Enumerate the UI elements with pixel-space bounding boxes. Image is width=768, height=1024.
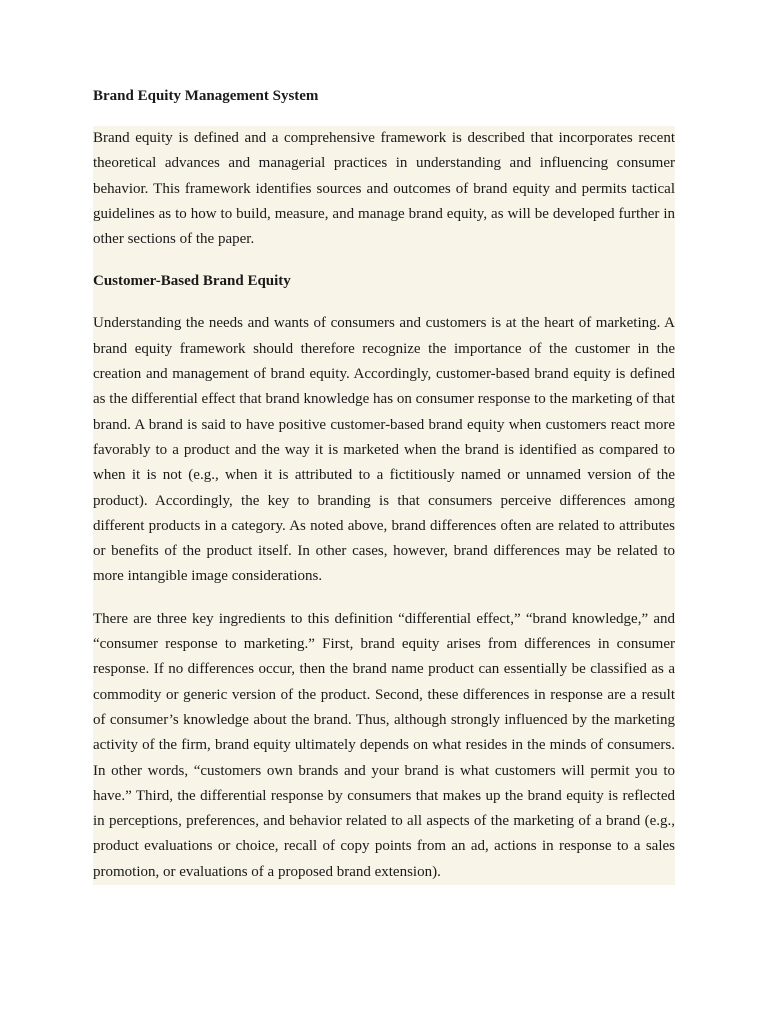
document-page (93, 84, 675, 885)
body-paragraph-2: There are three key ingredients to this definition “differential effect,” “brand knowledge,” and “consumer response to marketing.” First, brand equity arises from differences in consumer response. If no differences occur, then the brand name product can essentially be classified as a commodity or generic version of the product. Second, these differences in response are a result of consumer’s knowledge about the brand. Thus, although strongly influenced by the marketing activity of the firm, brand equity ultimately depends on what resides in the minds of consumers. In other words, “customers own brands and your brand is what customers will permit you to have.” Third, the differential response by consumers that makes up the brand equity is reflected in perceptions, preferences, and behavior related to all aspects of the marketing of a brand (e.g., product evaluations or choice, recall of copy points from an ad, actions in response to a sales promotion, or evaluations of a proposed brand extension). (93, 607, 675, 885)
paragraph-spacer (93, 252, 675, 269)
section-heading: Customer-Based Brand Equity (93, 269, 675, 294)
document-title: Brand Equity Management System (93, 88, 319, 104)
body-paragraph-1: Understanding the needs and wants of consumers and customers is at the heart of marketing. A brand equity framework should therefore recognize the importance of the customer in the creation and management of brand equity. Accordingly, customer-based brand equity is defined as the differential effect that brand knowledge has on consumer response to the marketing of that brand. A brand is said to have positive customer-based brand equity when customers react more favorably to a product and the way it is marketed when the brand is identified as compared to when it is not (e.g., when it is attributed to a fictitiously named or unnamed version of the product). Accordingly, the key to branding is that consumers perceive differences among different products in a category. As noted above, brand differences often are related to attributes or benefits of the product itself. In other cases, however, brand differences may be related to more intangible image considerations. (93, 311, 675, 589)
paragraph-spacer (93, 294, 675, 311)
intro-paragraph: Brand equity is defined and a comprehensive framework is described that incorporates recent theoretical advances and managerial practices in understanding and influencing consumer behavior. This framework identifies sources and outcomes of brand equity and permits tactical guidelines as to how to build, measure, and manage brand equity, as will be developed further in other sections of the paper. (93, 126, 675, 252)
paragraph-spacer (93, 590, 675, 607)
